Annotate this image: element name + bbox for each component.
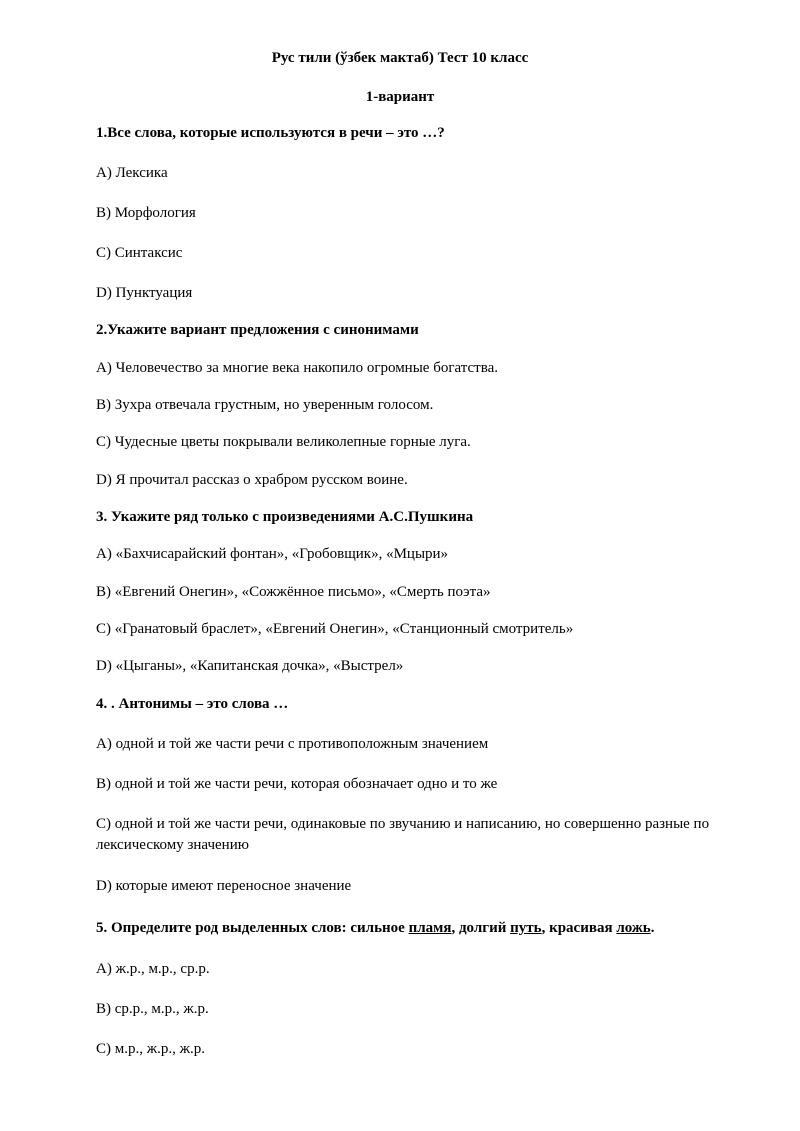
question-2-option-b: B) Зухра отвечала грустным, но уверенным голосом. xyxy=(96,397,434,413)
question-1-option-c: C) Синтаксис xyxy=(96,245,183,261)
question-5-text-4: . xyxy=(650,920,655,936)
question-3-option-c: C) «Гранатовый браслет», «Евгений Онегин», «Станционный смотритель» xyxy=(96,621,574,637)
highlighted-word-2: путь xyxy=(510,920,542,936)
variant-heading: 1-вариант xyxy=(365,89,435,105)
question-3-option-a: A) «Бахчисарайский фонтан», «Гробовщик», «Мцыри» xyxy=(96,546,449,562)
question-5-option-c: C) м.р., ж.р., ж.р. xyxy=(96,1041,205,1057)
question-4-option-c: C) одной и той же части речи, одинаковые по звучанию и написанию, но совершенно разные по лексическому значению xyxy=(96,816,710,853)
question-2-option-d: D) Я прочитал рассказ о храбром русском воине. xyxy=(96,472,408,488)
highlighted-word-3: ложь xyxy=(616,920,651,936)
question-3-option-d: D) «Цыганы», «Капитанская дочка», «Выстрел» xyxy=(96,658,404,674)
question-4-option-b: B) одной и той же части речи, которая обозначает одно и то же xyxy=(96,776,498,792)
question-5 xyxy=(96,918,744,939)
question-5-text-3: , красивая xyxy=(541,920,617,936)
question-4-option-d: D) которые имеют переносное значение xyxy=(96,878,352,894)
question-2-option-c: C) Чудесные цветы покрывали великолепные горные луга. xyxy=(96,434,471,450)
question-4: 4. . Антонимы – это слова … xyxy=(96,696,289,712)
question-5-option-a: A) ж.р., м.р., ср.р. xyxy=(96,961,210,977)
question-1-option-a: A) Лексика xyxy=(96,165,168,181)
question-1: 1.Все слова, которые используются в речи – это …? xyxy=(96,125,445,141)
question-4-option-a: A) одной и той же части речи с противоположным значением xyxy=(96,736,489,752)
document-title: Рус тили (ўзбек мактаб) Тест 10 класс xyxy=(271,50,529,66)
question-5-text-1: 5. Определите род выделенных слов: сильное xyxy=(96,920,409,936)
question-3: 3. Укажите ряд только с произведениями А.С.Пушкина xyxy=(96,509,474,525)
highlighted-word-1: пламя xyxy=(408,920,452,936)
question-5-option-b: B) ср.р., м.р., ж.р. xyxy=(96,1001,209,1017)
question-1-option-d: D) Пунктуация xyxy=(96,285,193,301)
question-3-option-b: B) «Евгений Онегин», «Сожжённое письмо», «Смерть поэта» xyxy=(96,584,491,600)
question-1-option-b: B) Морфология xyxy=(96,205,196,221)
question-2: 2.Укажите вариант предложения с синонимами xyxy=(96,322,419,338)
question-5-text-2: , долгий xyxy=(451,920,511,936)
question-2-option-a: A) Человечество за многие века накопило огромные богатства. xyxy=(96,360,498,376)
